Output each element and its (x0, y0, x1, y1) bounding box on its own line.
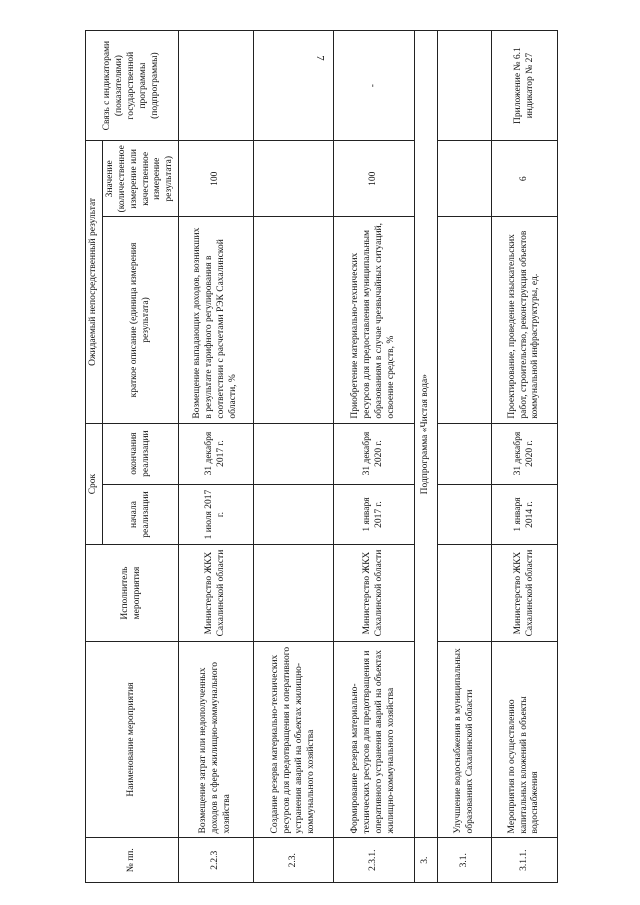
row-start: 1 июля 2017 г. (179, 484, 254, 545)
events-table (85, 30, 558, 883)
table-row (334, 31, 414, 883)
subprogram-title: Подпрограмма «Чистая вода» (414, 31, 438, 838)
row-num: 3.1. (438, 838, 492, 883)
row-end (438, 423, 492, 484)
row-start: 1 января 2017 г. (334, 484, 414, 545)
row-desc: Возмещение выпадающих доходов, возникших в результате тарифного регулирования в соответствии с расчетами РЭК Сахалинской области, % (179, 217, 254, 423)
row-value: 6 (491, 141, 557, 217)
header-link: Связь с индикаторами (показателями) государственной программы (подпрограммы) (86, 31, 179, 141)
row-start (438, 484, 492, 545)
row-link: Приложение № 6.1 индикатор № 27 (491, 31, 557, 141)
row-name: Улучшение водоснабжения в муниципальных образованиях Сахалинской области (438, 641, 492, 838)
row-executor: Министерство ЖКХ Сахалинской области (179, 545, 254, 641)
page-number: 7 (314, 55, 326, 61)
header-start: начала реализации (102, 484, 178, 545)
row-executor: Министерство ЖКХ Сахалинской области (491, 545, 557, 641)
row-desc (438, 217, 492, 423)
header-term: Срок (86, 423, 103, 545)
header-end: окончания реализации (102, 423, 178, 484)
row-desc: Приобретение материально-технических ресурсов для предоставления муниципальным образованиям в случае чрезвычайных ситуаций, освоение средств, % (334, 217, 414, 423)
row-value: 100 (334, 141, 414, 217)
header-result: Ожидаемый непосредственный результат (86, 141, 103, 423)
header-executor: Исполнитель мероприятия (86, 545, 179, 641)
row-link: - (334, 31, 414, 141)
row-start: 1 января 2014 г. (491, 484, 557, 545)
row-name: Создание резерва материально-технических ресурсов для предотвращения и оперативного устранения аварий на объектах жилищно-коммунального хозяйства (254, 641, 334, 838)
header-short-desc: краткое описание (единица измерения результата) (102, 217, 178, 423)
subprogram-row (414, 31, 438, 883)
row-desc: Проектирование, проведение изыскательских работ, строительство, реконструкция объектов коммунальной инфраструктуры, ед. (491, 217, 557, 423)
table-row (491, 31, 557, 883)
row-start (254, 484, 334, 545)
row-name: Мероприятия по осуществлению капитальных вложений в объекты водоснабжения (491, 641, 557, 838)
row-num: 3.1.1. (491, 838, 557, 883)
header-value: Значение (количественное измерение или качественное измерение результата) (102, 141, 178, 217)
row-end: 31 декабря 2020 г. (334, 423, 414, 484)
row-executor (438, 545, 492, 641)
subprogram-num: 3. (414, 838, 438, 883)
row-value (254, 141, 334, 217)
header-name: Наименование мероприятия (86, 641, 179, 838)
row-name: Формирование резерва материально-технических ресурсов для предотвращения и оперативного устранения аварий на объектах жилищно-коммунального хозяйства (334, 641, 414, 838)
table-row (438, 31, 492, 883)
row-num: 2.3. (254, 838, 334, 883)
row-end: 31 декабря 2020 г. (491, 423, 557, 484)
row-desc (254, 217, 334, 423)
row-end: 31 декабря 2017 г. (179, 423, 254, 484)
row-executor (254, 545, 334, 641)
rotated-page (85, 30, 555, 883)
row-end (254, 423, 334, 484)
row-name: Возмещение затрат или недополученных доходов в сфере жилищно-коммунального хозяйства (179, 641, 254, 838)
row-link (438, 31, 492, 141)
row-link (254, 31, 334, 141)
table-row (179, 31, 254, 883)
row-executor: Министерство ЖКХ Сахалинской области (334, 545, 414, 641)
row-num: 2.2.3 (179, 838, 254, 883)
table-row (254, 31, 334, 883)
header-num: № пп. (86, 838, 179, 883)
row-link (179, 31, 254, 141)
row-num: 2.3.1. (334, 838, 414, 883)
row-value (438, 141, 492, 217)
row-value: 100 (179, 141, 254, 217)
